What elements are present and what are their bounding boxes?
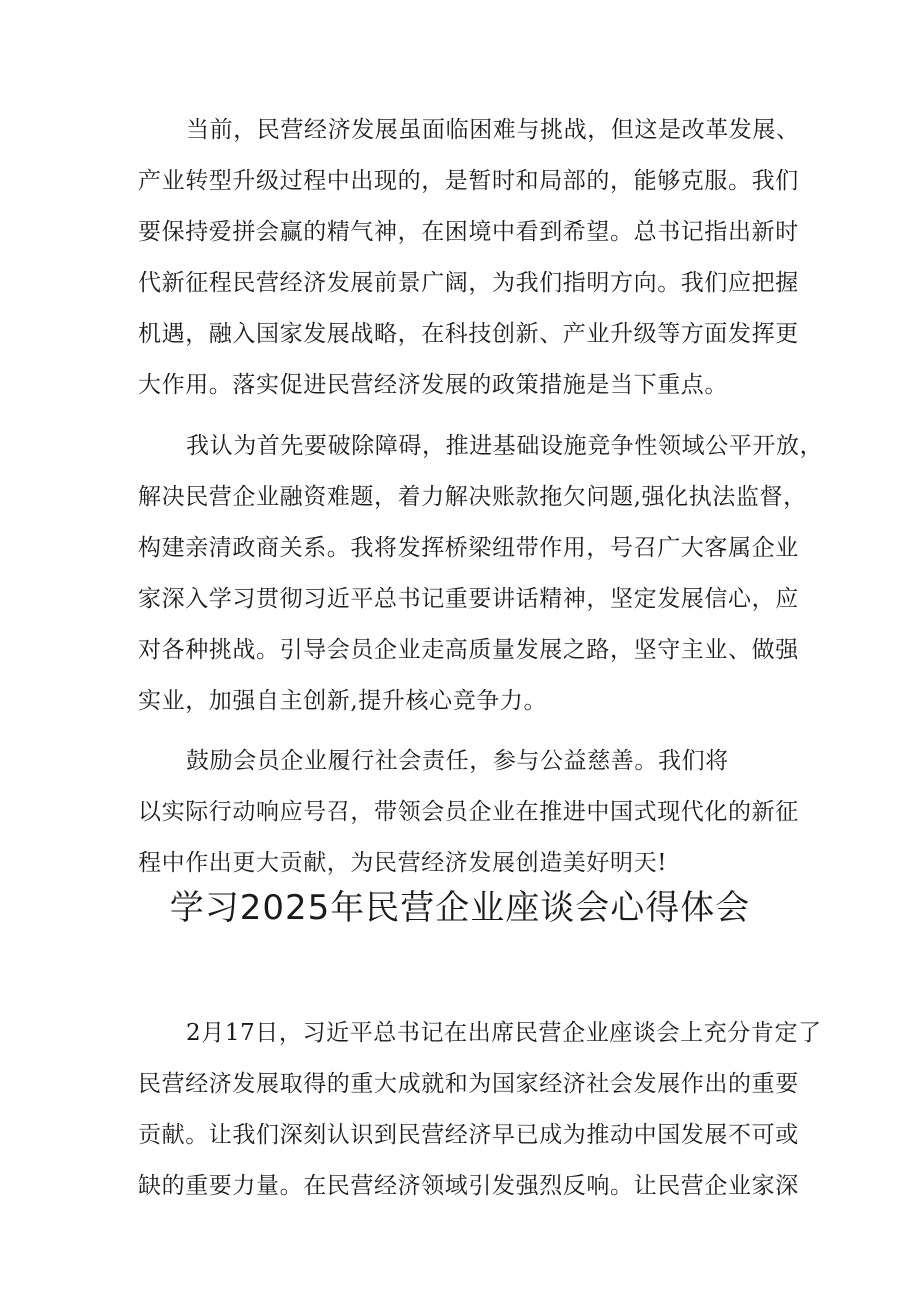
text-line: 实业，加强自主创新,提升核心竞争力。 bbox=[138, 688, 548, 714]
text-line: 以实际行动响应号召，带领会员企业在推进中国式现代化的新征 bbox=[138, 799, 799, 825]
text-line: 要保持爱拼会赢的精气神，在困境中看到希望。总书记指出新时 bbox=[138, 219, 799, 245]
text-line: 家深入学习贯彻习近平总书记重要讲话精神，坚定发展信心，应 bbox=[138, 586, 799, 612]
text-line: 我认为首先要破除障碍，推进基础设施竞争性领域公平开放， bbox=[186, 433, 824, 459]
text-line: 鼓励会员企业履行社会责任，参与公益慈善。我们将 bbox=[186, 748, 729, 774]
text-line: 大作用。落实促进民营经济发展的政策措施是当下重点。 bbox=[138, 372, 728, 398]
text-line: 产业转型升级过程中出现的，是暂时和局部的，能够克服。我们 bbox=[138, 168, 799, 194]
text-line: 2月17日，习近平总书记在出席民营企业座谈会上充分肯定了 bbox=[186, 1020, 822, 1046]
text-line: 缺的重要力量。在民营经济领域引发强烈反响。让民营企业家深 bbox=[138, 1173, 799, 1199]
document-title: 学习2025年民营企业座谈会心得体会 bbox=[169, 888, 751, 928]
text-line: 代新征程民营经济发展前景广阔，为我们指明方向。我们应把握 bbox=[138, 270, 799, 296]
text-line: 贡献。让我们深刻认识到民营经济早已成为推动中国发展不可或 bbox=[138, 1122, 799, 1148]
text-line: 程中作出更大贡献，为民营经济发展创造美好明天! bbox=[138, 850, 668, 876]
text-line: 构建亲清政商关系。我将发挥桥梁纽带作用，号召广大客属企业 bbox=[138, 535, 799, 561]
text-line: 当前，民营经济发展虽面临困难与挑战，但这是改革发展、 bbox=[186, 117, 800, 143]
text-line: 民营经济发展取得的重大成就和为国家经济社会发展作出的重要 bbox=[138, 1071, 799, 1097]
text-line: 对各种挑战。引导会员企业走高质量发展之路，坚守主业、做强 bbox=[138, 637, 799, 663]
text-line: 机遇，融入国家发展战略，在科技创新、产业升级等方面发挥更 bbox=[138, 321, 799, 347]
text-line: 解决民营企业融资难题，着力解决账款拖欠问题,强化执法监督， bbox=[138, 484, 807, 510]
